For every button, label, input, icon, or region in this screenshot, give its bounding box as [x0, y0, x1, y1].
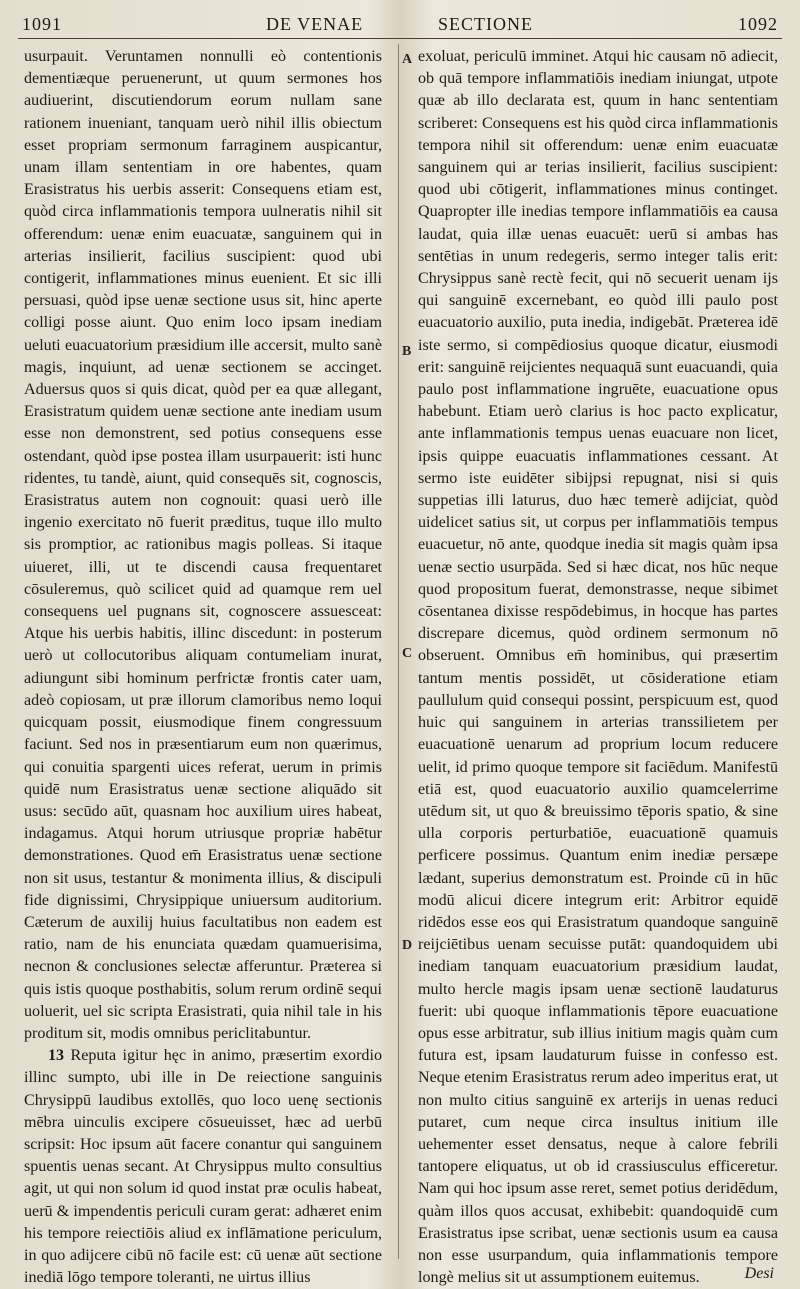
left-running-title: DE VENAE [266, 14, 364, 34]
column-gutter [398, 44, 399, 1259]
left-page-number: 1091 [22, 14, 62, 34]
right-text-column [418, 46, 778, 1289]
header-rule [18, 38, 782, 39]
left-paragraph-2-text: Reputa igitur hęc in animo, præsertim exordio illinc sumpto, ubi ille in De reiectione sanguinis Chrysippū laudibus extollēs, quo loco uenę sectionis mēbra uinculis excipere cōsueuisset, hæc ad uerbū scripsit: Hoc ipsum aūt facere conantur qui sanguinem spuentis uenas secant. At Chrysippus multo consultius agit, ut qui non solum id quod instat præ oculis habeat, uerū & impendentis periculi curam gerat: adhæret enim his tempore reiectiōis aliud ex inflāmatione periculum, in quo adijcere cibū nō facile est: cū uenæ aūt sectione inediā lōgo tempore toleranti, ne uirtus illius [24, 1047, 382, 1287]
right-page-number: 1092 [738, 14, 778, 34]
right-paragraph-1: exoluat, periculū imminet. Atqui hic causam nō adiecit, ob quā tempore inflammatiōis inediam iniungat, utpote quæ ab illo declarata est, quum in hanc sententiam scriberet: Consequens est his quòd circa inflammationis tempora nihil sit offerendum: uenæ enim euacuatæ sanguinem qui ar terias insilierit, facilius suscipient: quod ubi cōtigerit, inflammationes minus continget. Quapropter ille inedias tempore inflammatiōis ea causa laudat, quia illæ uenas euacuēt: uerū si ambas has sentētias in unum redegeris, sermo integer talis erit: Chrysippus sanè rectè fecit, qui nō secuerit uenam ijs qui sanguinē excernebant, eo quòd illi paulo post euacuatorio auxilio, puta inedia, indigebāt. Præterea idē iste sermo, si compēdiosius quoque dicatur, eiusmodi erit: sanguinē reijcientes nequaquā sunt euacuandi, quia paulo post inflammatione ingruēte, euacuatione opus habebunt. Etiam uerò clarius is hoc pacto explicatur, ante inflammationis tempus uenas euacuare non licet, ipsis quippe euacuatis inflammationes cessant. At sermo iste euidēter sibijpsi repugnat, nisi si quis suppetias illi laturus, duo hæc temerè adijciat, quòd uidelicet satius sit, ut corpus per inflammatiōis tempus euacuetur, nō ante, quodque inedia sit magis quàm ipsa uenæ sectio usurpāda. Sed si hæc dicat, nos hūc neque quod propositum fuerat, demonstrasse, neque sibimet cōsentanea dixisse respōdebimus, in hocque has partes discrepare dicemus, quòd ordinem sermonum nō obseruent. Omnibus em̄ hominibus, qui præsertim tantum mentis possidēt, ut cōsideratione etiam paullulum quid consequi possint, perspicuum est, quod huic qui sanguinem in arterias transsilietem per euacuationē uenarum ad proprium locum reducere uelit, id primo quoque tempore sit faciēdum. Manifestū etiā est, quod euacuatorio auxilio quamcelerrime utēdum sit, ut quo & breuissimo tēporis spatio, & sine ulla corporis perturbatiōe, euacuationē quamuis perficere possimus. Quantum enim inediæ persæpe lædant, superius demonstratum est. Proinde cū in hūc modū alicui dicere integrum erit: Arbitror equidē ridēdos esse eos qui Erasistratum quandoque sanguinē reijciētibus uenam secuisse putāt: quandoquidem ubi inediam tanquam euacuatorium præsidium laudat, multo hercle magis ipsam uenæ sectionē laudaturus fuerit: ubi quoque inflammationis tēpore euacuatione opus esse arbitratur, sub illius initium magis quàm cum futura est, ipsam laudaturum fuisse in confesso est. Neque etenim Erasistratus rerum adeo imperitus erat, ut non multo citius sanguinē ex arterijs in uenas reduci putaret, cum neque circa insultus initium ille uehementer esset densatus, neque à calore febrili tantopere eliquatus, ut ob id crassiusculus efficeretur. Nam qui hoc ipsum asse reret, semet potius deridēdum, quàm illos quos accusat, exhibebit: quandoquidē cum Erasistratus ipse scribat, uenæ sectionis usum ea causa non esse usurpandum, quia inflammationis tempore longè melius sit ut assumptionem euitemus. [418, 48, 778, 1287]
left-paragraph-1: usurpauit. Veruntamen nonnulli eò contentionis dementiæque peruenerunt, ut quum sermones hos audiuerint, discutiendorum eorum nullam sane rationem inueniant, tanquam uerò nihil illis obiectum esset propriam sermonum farraginem auspicantur, unam illam sententiam in ore habentes, quam Erasistratus his uerbis asserit: Consequens etiam est, quòd circa inflammationis tempora uulneratis nihil sit offerendum: uenæ enim euacuatæ, sanguinem qui in arterias insilierit, facilius suscipient: quod ubi contigerit, inflammationes minus euenient. Et sic illi persuasi, quòd ipse uenæ sectione usus sit, hinc aperte colligi posse aiunt. Quo enim loco ipsam inediam ueluti euacuatorium præsidium ille accersit, multo sanè magis, inquiunt, ad uenæ sectionem se accinget. Aduersus quos si quis dicat, quòd per ea quæ allegant, Erasistratum quidem uenæ sectione ante inediam usum esse non demonstrent, sed potius consequens esse ostendant, quòd ipse postea illam usurpauerit: isti hunc ridentes, tu tandè, aiunt, quid consequēs sit, cognoscis, Erasistratus autem non cognouit: quasi uerò ille ingenio exercitato nō fuerit præditus, tuque illo multo sis promptior, ac rationibus magis polleas. Si itaque uiueret, illi, ut te discendi causa frequentaret cōsuleremus, quò scilicet quid ad quamque rem uel consequens uel pugnans sit, cognoscere assuesceat: Atque his uerbis habitis, illinc discedunt: in posterum uerò ut collocutoribus aliquam contumeliam inurat, adiungunt sibi hominum perfrictæ frontis cater uam, adeò copiosam, ut præ illorum clamoribus nemo loqui quicquam possit, eiusmodique finem congressuum faciunt. Sed nos in præsentiarum eum non quærimus, qui conuitia spargenti uices referat, uerum in primis quidē num Erasistratus uenæ sectione aliquādo sit usus: secūdo aūt, quasnam hoc auxilium uires habeat, indagamus. Atqui horum utriusque propriæ habētur demonstrationes. Quod em̄ Erasistratus uenæ sectione non sit usus, testantur & monimenta illius, & discipuli fide dignissimi, Chrysippique uniuersum auditorium. Cæterum de auxilij huius facultatibus non eadem est ratio, nam de his enunciata quædam quamuerisimа, necnon & conclusiones selectæ afferuntur. Præterea si quis istis quoque posthabitis, solum rerum ordinē sequi uoluerit, uel sic scripta Erasistrati, quia nihil tale in his proditum sit, modis omnibus periclitabuntur. [24, 48, 382, 1042]
margin-marker-d: D [402, 938, 413, 953]
left-text-column [24, 46, 382, 1289]
right-running-title: SECTIONE [438, 14, 533, 34]
left-paragraph-2 [24, 1045, 382, 1289]
margin-marker-a: A [402, 52, 413, 67]
margin-marker-c: C [402, 646, 413, 661]
section-number: 13 [48, 1047, 65, 1065]
margin-marker-b: B [402, 344, 412, 359]
catchword: Desi [744, 1265, 774, 1282]
